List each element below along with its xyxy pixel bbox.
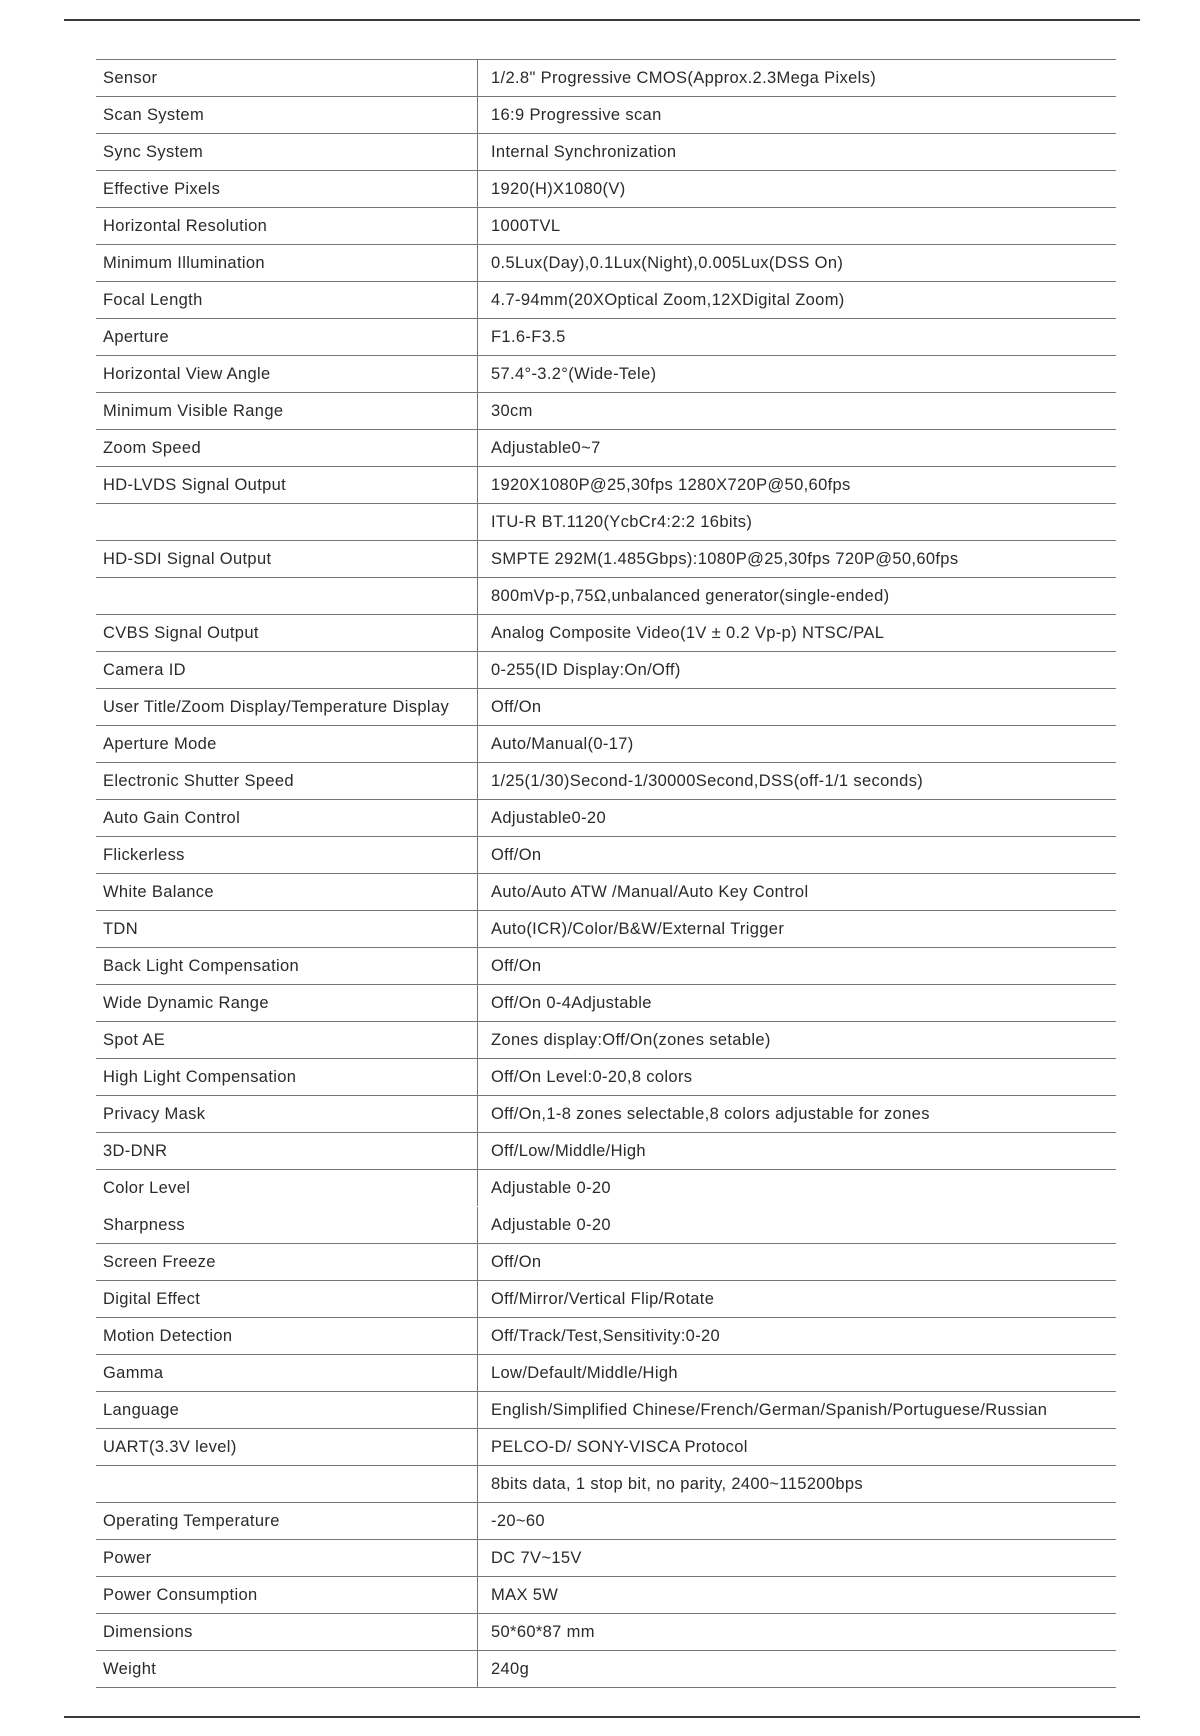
spec-value: Analog Composite Video(1V ± 0.2 Vp-p) NTSC/PAL bbox=[491, 623, 885, 642]
spec-value: F1.6-F3.5 bbox=[491, 327, 566, 346]
spec-label: TDN bbox=[96, 911, 478, 947]
spec-label: Color Level bbox=[96, 1170, 478, 1206]
table-row bbox=[96, 1577, 1116, 1614]
spec-label: Dimensions bbox=[96, 1614, 478, 1650]
table-row bbox=[96, 1096, 1116, 1133]
spec-value: Off/On bbox=[491, 1252, 542, 1271]
spec-label: Language bbox=[96, 1392, 478, 1428]
spec-label: Minimum Visible Range bbox=[96, 393, 478, 429]
spec-value: 4.7-94mm(20XOptical Zoom,12XDigital Zoom) bbox=[491, 290, 845, 309]
spec-value: 240g bbox=[491, 1659, 530, 1678]
spec-value: Internal Synchronization bbox=[491, 142, 677, 161]
table-row bbox=[96, 874, 1116, 911]
table-row bbox=[96, 1244, 1116, 1281]
spec-value: Off/On 0-4Adjustable bbox=[491, 993, 652, 1012]
spec-label: Minimum Illumination bbox=[96, 245, 478, 281]
table-row bbox=[96, 1318, 1116, 1355]
spec-value: Auto(ICR)/Color/B&W/External Trigger bbox=[491, 919, 785, 938]
table-row bbox=[96, 1059, 1116, 1096]
table-row bbox=[96, 652, 1116, 689]
spec-value: 1920X1080P@25,30fps 1280X720P@50,60fps bbox=[491, 475, 851, 494]
table-row bbox=[96, 97, 1116, 134]
table-row bbox=[96, 1392, 1116, 1429]
top-page-rule bbox=[64, 19, 1140, 21]
spec-label: Wide Dynamic Range bbox=[96, 985, 478, 1021]
spec-value: Auto/Manual(0-17) bbox=[491, 734, 634, 753]
spec-label: Focal Length bbox=[96, 282, 478, 318]
table-row bbox=[96, 430, 1116, 467]
spec-label: User Title/Zoom Display/Temperature Display bbox=[96, 689, 478, 725]
spec-value: Auto/Auto ATW /Manual/Auto Key Control bbox=[491, 882, 809, 901]
spec-label: Scan System bbox=[96, 97, 478, 133]
table-row bbox=[96, 985, 1116, 1022]
table-row bbox=[96, 800, 1116, 837]
table-row bbox=[96, 1281, 1116, 1318]
table-row bbox=[96, 541, 1116, 578]
spec-value: 1920(H)X1080(V) bbox=[491, 179, 626, 198]
spec-value: -20~60 bbox=[491, 1511, 545, 1530]
spec-label: Horizontal Resolution bbox=[96, 208, 478, 244]
spec-value: 0.5Lux(Day),0.1Lux(Night),0.005Lux(DSS On) bbox=[491, 253, 844, 272]
table-row bbox=[96, 504, 1116, 541]
table-row bbox=[96, 208, 1116, 245]
spec-value: PELCO-D/ SONY-VISCA Protocol bbox=[491, 1437, 748, 1456]
spec-label: 3D-DNR bbox=[96, 1133, 478, 1169]
spec-value: English/Simplified Chinese/French/German/Spanish/Portuguese/Russian bbox=[491, 1400, 1048, 1419]
table-row bbox=[96, 1503, 1116, 1540]
spec-value: Off/On Level:0-20,8 colors bbox=[491, 1067, 693, 1086]
spec-value: Adjustable 0-20 bbox=[491, 1178, 611, 1197]
table-row bbox=[96, 60, 1116, 97]
spec-label: Privacy Mask bbox=[96, 1096, 478, 1132]
spec-value: 0-255(ID Display:On/Off) bbox=[491, 660, 681, 679]
table-row bbox=[96, 837, 1116, 874]
spec-label: Operating Temperature bbox=[96, 1503, 478, 1539]
spec-value: Off/On bbox=[491, 956, 542, 975]
table-row bbox=[96, 171, 1116, 208]
spec-value: 50*60*87 mm bbox=[491, 1622, 595, 1641]
spec-value: DC 7V~15V bbox=[491, 1548, 582, 1567]
spec-value: Off/On bbox=[491, 845, 542, 864]
spec-value: Off/Low/Middle/High bbox=[491, 1141, 646, 1160]
spec-label: Spot AE bbox=[96, 1022, 478, 1058]
spec-label: Zoom Speed bbox=[96, 430, 478, 466]
spec-value: Off/On,1-8 zones selectable,8 colors adjustable for zones bbox=[491, 1104, 930, 1123]
spec-label bbox=[96, 1466, 478, 1502]
spec-label: Back Light Compensation bbox=[96, 948, 478, 984]
spec-label: Weight bbox=[96, 1651, 478, 1687]
table-row bbox=[96, 1022, 1116, 1059]
spec-value: 1000TVL bbox=[491, 216, 561, 235]
spec-value: Low/Default/Middle/High bbox=[491, 1363, 678, 1382]
spec-label: Screen Freeze bbox=[96, 1244, 478, 1280]
spec-label: Auto Gain Control bbox=[96, 800, 478, 836]
spec-label: Flickerless bbox=[96, 837, 478, 873]
spec-value: 57.4°-3.2°(Wide-Tele) bbox=[491, 364, 657, 383]
table-row bbox=[96, 1429, 1116, 1466]
spec-label: UART(3.3V level) bbox=[96, 1429, 478, 1465]
table-row bbox=[96, 1614, 1116, 1651]
spec-value: SMPTE 292M(1.485Gbps):1080P@25,30fps 720P@50,60fps bbox=[491, 549, 959, 568]
table-row bbox=[96, 1355, 1116, 1392]
table-row bbox=[96, 319, 1116, 356]
spec-label: Camera ID bbox=[96, 652, 478, 688]
table-row bbox=[96, 726, 1116, 763]
table-row bbox=[96, 763, 1116, 800]
spec-value: 30cm bbox=[491, 401, 533, 420]
spec-value: ITU-R BT.1120(YcbCr4:2:2 16bits) bbox=[491, 512, 753, 531]
spec-label: Sync System bbox=[96, 134, 478, 170]
specification-table bbox=[96, 59, 1116, 1688]
table-row bbox=[96, 467, 1116, 504]
table-row bbox=[96, 1207, 1116, 1244]
table-row bbox=[96, 578, 1116, 615]
spec-label: High Light Compensation bbox=[96, 1059, 478, 1095]
spec-value: 1/2.8" Progressive CMOS(Approx.2.3Mega Pixels) bbox=[491, 68, 877, 87]
spec-label: Effective Pixels bbox=[96, 171, 478, 207]
spec-value: Adjustable0-20 bbox=[491, 808, 606, 827]
spec-value: 16:9 Progressive scan bbox=[491, 105, 662, 124]
spec-value: Adjustable 0-20 bbox=[491, 1215, 611, 1234]
spec-value: Adjustable0~7 bbox=[491, 438, 601, 457]
spec-value: 1/25(1/30)Second-1/30000Second,DSS(off-1/1 seconds) bbox=[491, 771, 924, 790]
spec-label bbox=[96, 504, 478, 540]
table-row bbox=[96, 282, 1116, 319]
spec-value: Off/On bbox=[491, 697, 542, 716]
bottom-page-rule bbox=[64, 1716, 1140, 1718]
spec-label: Power Consumption bbox=[96, 1577, 478, 1613]
table-row bbox=[96, 134, 1116, 171]
table-row bbox=[96, 1466, 1116, 1503]
table-row bbox=[96, 245, 1116, 282]
spec-label: Motion Detection bbox=[96, 1318, 478, 1354]
spec-label: CVBS Signal Output bbox=[96, 615, 478, 651]
spec-label: Aperture Mode bbox=[96, 726, 478, 762]
spec-label: Digital Effect bbox=[96, 1281, 478, 1317]
spec-value: 8bits data, 1 stop bit, no parity, 2400~115200bps bbox=[491, 1474, 864, 1493]
spec-label: Gamma bbox=[96, 1355, 478, 1391]
spec-label: Sensor bbox=[96, 60, 478, 96]
table-row bbox=[96, 948, 1116, 985]
spec-label: Aperture bbox=[96, 319, 478, 355]
spec-label: Sharpness bbox=[96, 1207, 478, 1243]
spec-value: MAX 5W bbox=[491, 1585, 559, 1604]
spec-label: HD-SDI Signal Output bbox=[96, 541, 478, 577]
table-row bbox=[96, 356, 1116, 393]
spec-label bbox=[96, 578, 478, 614]
table-row bbox=[96, 1540, 1116, 1577]
table-row bbox=[96, 615, 1116, 652]
spec-label: Horizontal View Angle bbox=[96, 356, 478, 392]
table-row bbox=[96, 393, 1116, 430]
table-row bbox=[96, 1651, 1116, 1688]
spec-label: Power bbox=[96, 1540, 478, 1576]
spec-label: White Balance bbox=[96, 874, 478, 910]
spec-value: Zones display:Off/On(zones setable) bbox=[491, 1030, 771, 1049]
table-row bbox=[96, 689, 1116, 726]
table-row bbox=[96, 911, 1116, 948]
spec-value: Off/Track/Test,Sensitivity:0-20 bbox=[491, 1326, 721, 1345]
table-row bbox=[96, 1170, 1116, 1207]
table-row bbox=[96, 1133, 1116, 1170]
spec-value: Off/Mirror/Vertical Flip/Rotate bbox=[491, 1289, 715, 1308]
spec-label: HD-LVDS Signal Output bbox=[96, 467, 478, 503]
spec-label: Electronic Shutter Speed bbox=[96, 763, 478, 799]
spec-value: 800mVp-p,75Ω,unbalanced generator(single-ended) bbox=[491, 586, 890, 605]
